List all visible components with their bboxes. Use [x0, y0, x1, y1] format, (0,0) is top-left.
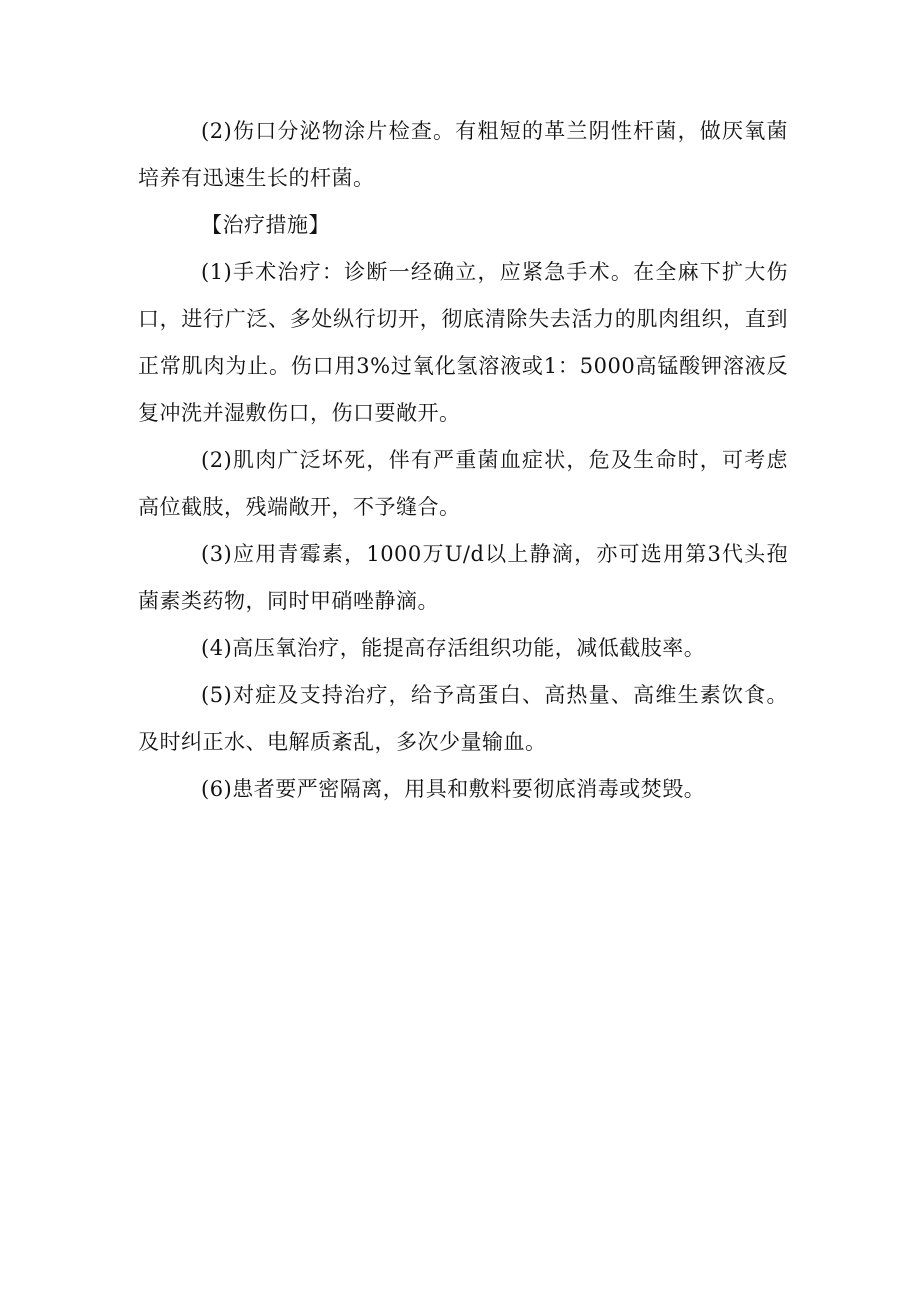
paragraph-hyperbaric-oxygen: (4)高压氧治疗，能提高存活组织功能，减低截肢率。 [201, 636, 706, 660]
paragraph-wound-smear: (2)伤口分泌物涂片检查。有粗短的革兰阴性杆菌，做厌氧菌培养有迅速生长的杆菌。 [138, 119, 788, 190]
paragraph-surgery: (1)手术治疗：诊断一经确立，应紧急手术。在全麻下扩大伤口，进行广泛、多处纵行切开，彻底清除失去活力的肌肉组织，直到正常肌肉为止。伤口用3%过氧化氢溶液或1：5000高锰酸钾溶液反复冲洗并湿敷伤口，伤口要敞开。 [138, 260, 788, 425]
document-body [138, 108, 788, 813]
paragraph-antibiotics: (3)应用青霉素，1000万U/d以上静滴，亦可选用第3代头孢菌素类药物，同时甲硝唑静滴。 [138, 542, 788, 613]
paragraph-isolation: (6)患者要严密隔离，用具和敷料要彻底消毒或焚毁。 [201, 777, 706, 801]
paragraph-supportive-care: (5)对症及支持治疗，给予高蛋白、高热量、高维生素饮食。及时纠正水、电解质紊乱，多次少量输血。 [138, 683, 788, 754]
section-heading-treatment: 【治疗措施】 [201, 213, 330, 237]
paragraph-amputation: (2)肌肉广泛坏死，伴有严重菌血症状，危及生命时，可考虑高位截肢，残端敞开，不予缝合。 [138, 448, 788, 519]
